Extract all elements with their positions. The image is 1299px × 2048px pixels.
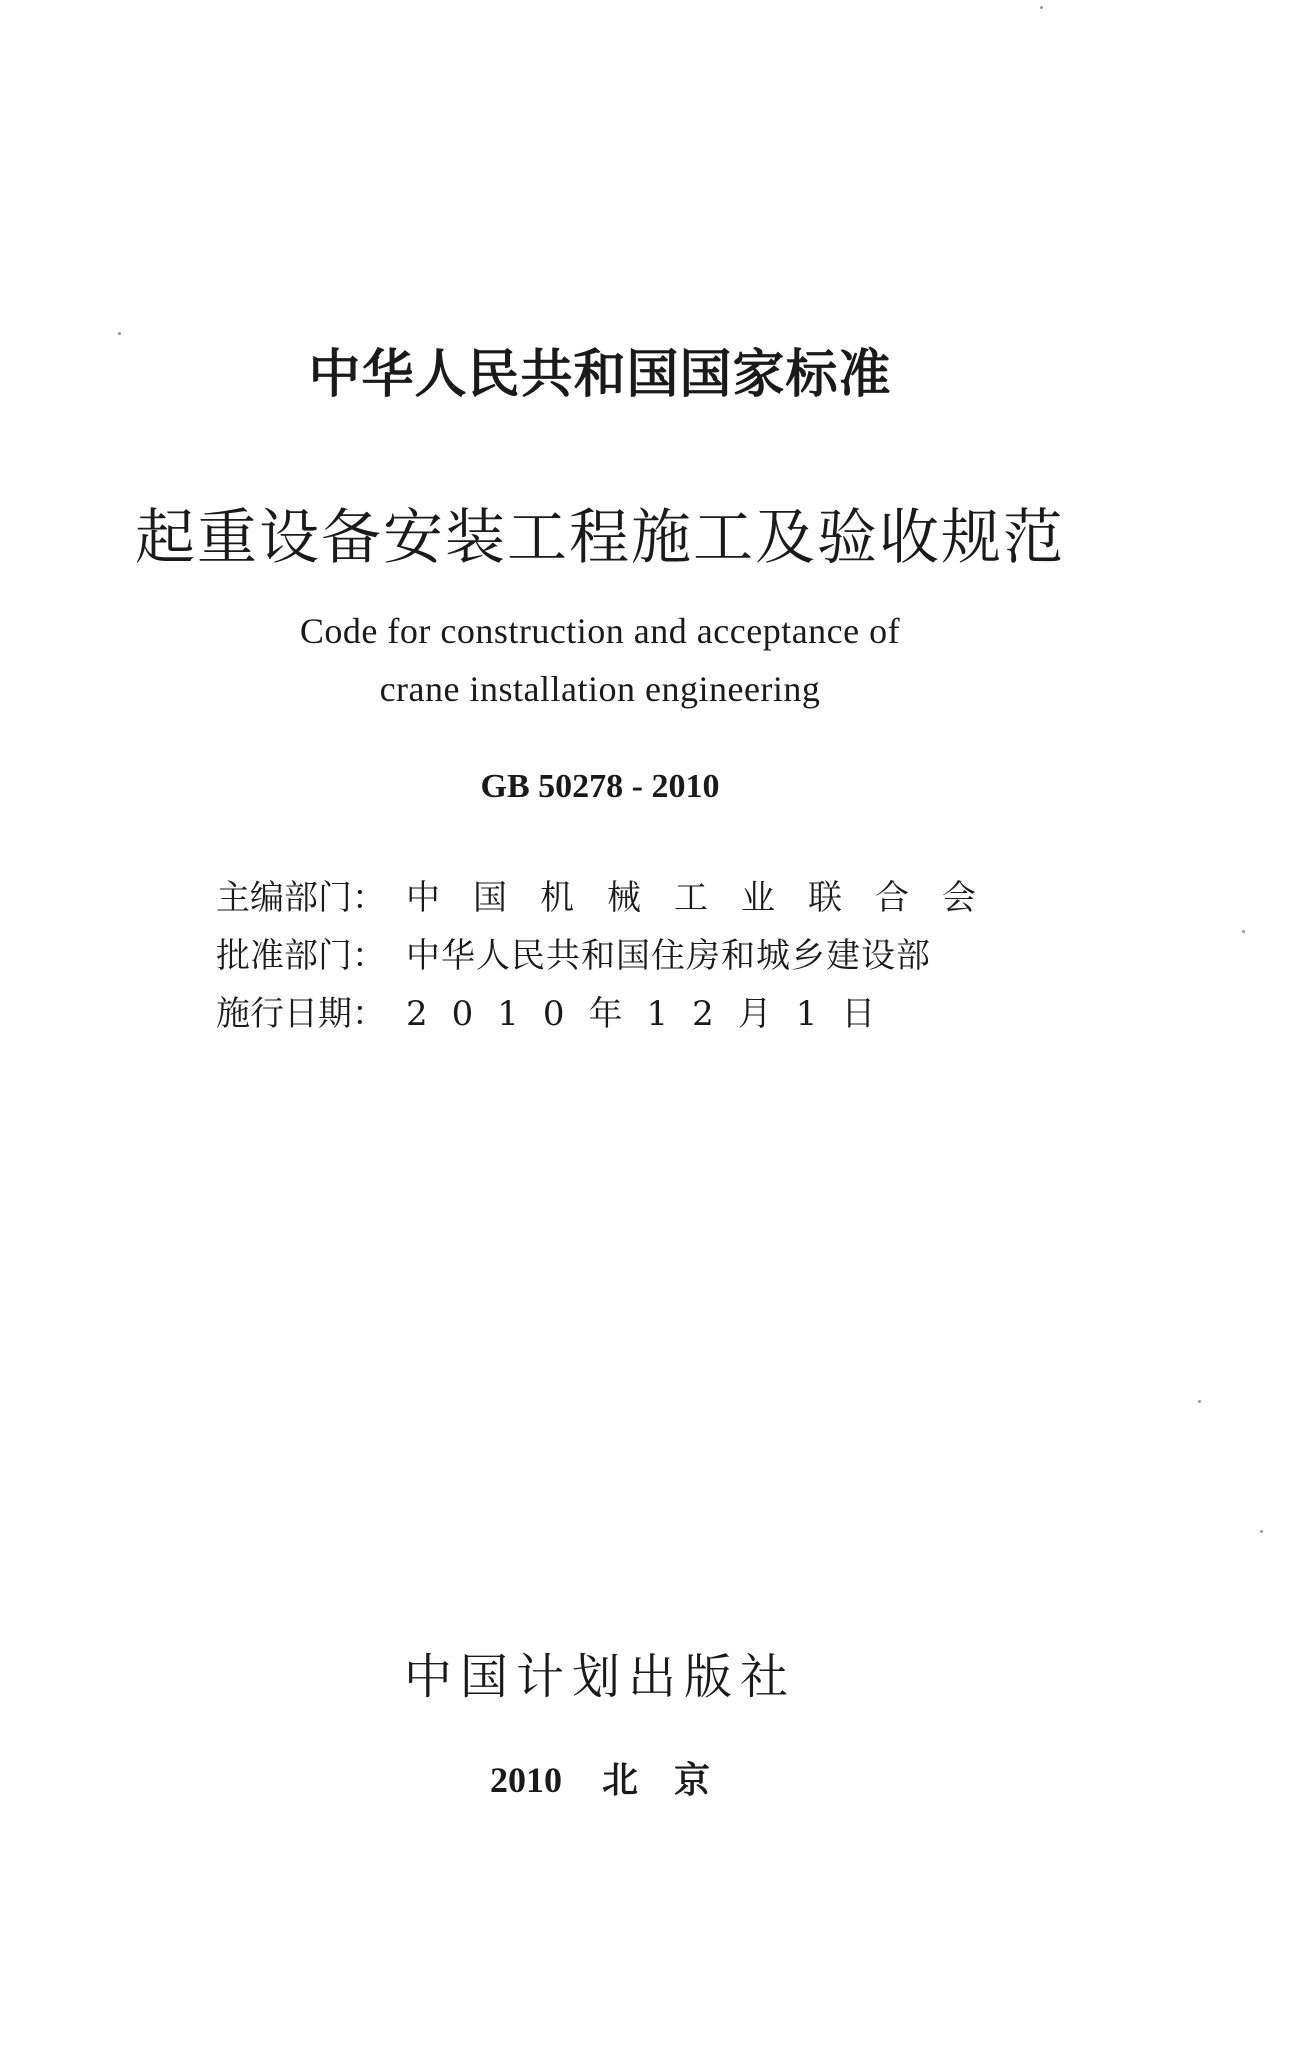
scan-speck — [1242, 930, 1245, 933]
title-chinese: 起重设备安装工程施工及验收规范 — [135, 503, 1065, 573]
standard-type: 中华人民共和国国家标准 — [308, 345, 892, 405]
publication-city: 北 京 — [601, 1760, 710, 1800]
scan-speck — [118, 332, 121, 335]
editor-label: 主编部门： — [216, 878, 386, 918]
publisher: 中国计划出版社 — [403, 1649, 796, 1705]
effective-date-value: 2010年12月1日 — [406, 994, 900, 1034]
editor-row — [216, 870, 1009, 919]
scan-speck — [1260, 1530, 1263, 1533]
scan-speck — [1040, 6, 1043, 9]
title-english-line1: Code for construction and acceptance of — [299, 611, 901, 651]
title-english-line2: crane installation engineering — [379, 669, 821, 709]
approver-label: 批准部门： — [216, 936, 386, 976]
standard-code: GB 50278 - 2010 — [480, 768, 720, 805]
editor-value: 中国机械工业联合会 — [406, 878, 1009, 918]
publication-place — [0, 1752, 1200, 1803]
approver-row — [216, 928, 931, 977]
publication-year: 2010 — [489, 1760, 562, 1800]
scan-speck — [1198, 1400, 1201, 1403]
effective-date-row — [216, 986, 899, 1035]
approver-value: 中华人民共和国住房和城乡建设部 — [406, 936, 931, 976]
effective-date-label: 施行日期： — [216, 994, 386, 1034]
